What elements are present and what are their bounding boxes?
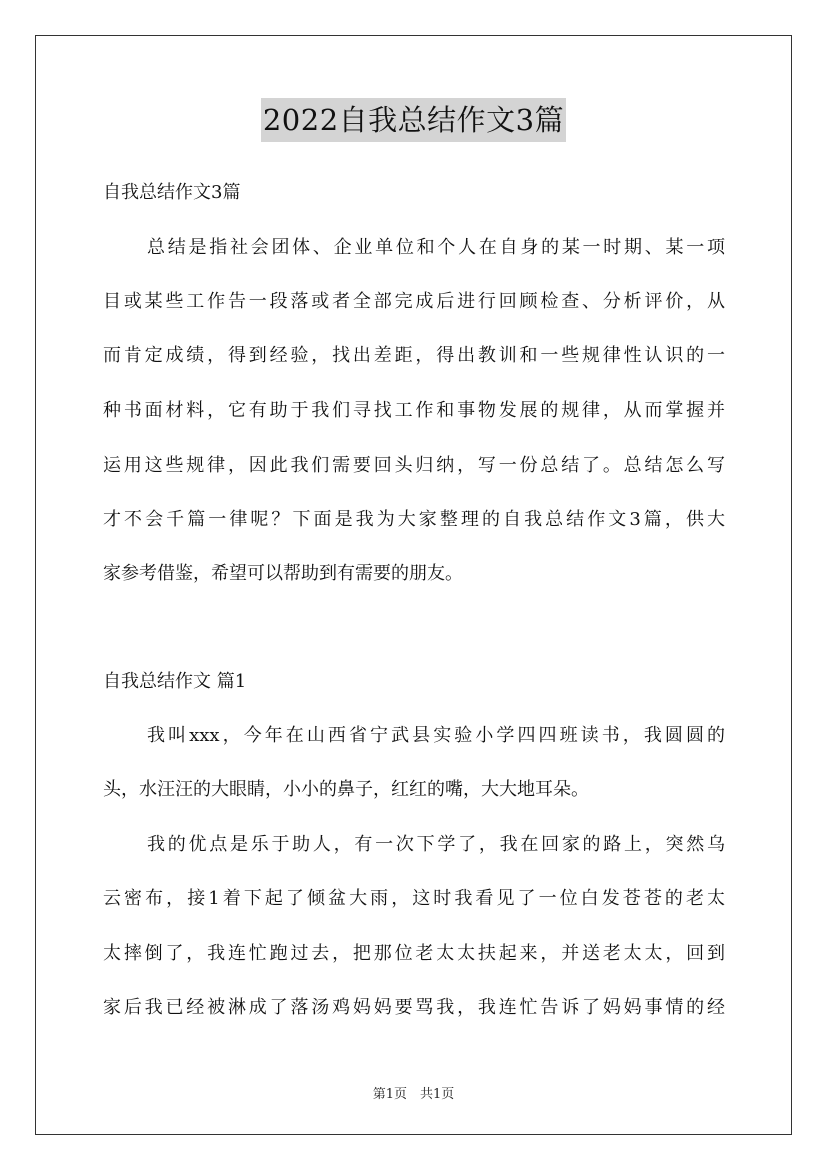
paragraph-line: 太摔倒了，我连忙跑过去，把那位老太太扶起来，并送老太太，回到: [103, 943, 725, 964]
paragraph-line: 而肯定成绩，得到经验，找出差距，得出教训和一些规律性认识的一: [103, 345, 725, 366]
section-heading: 自我总结作文 篇1: [103, 671, 247, 692]
paragraph-line: 运用这些规律，因此我们需要回头归纳，写一份总结了。总结怎么写: [103, 455, 725, 476]
paragraph-line: 我叫xxx，今年在山西省宁武县实验小学四四班读书，我圆圆的: [147, 725, 725, 746]
paragraph-line: 才不会千篇一律呢？下面是我为大家整理的自我总结作文3篇，供大: [103, 509, 725, 530]
document-title: 2022自我总结作文3篇: [261, 98, 566, 142]
page-footer: [0, 1083, 827, 1102]
paragraph-line: 家后我已经被淋成了落汤鸡妈妈要骂我，我连忙告诉了妈妈事情的经: [103, 997, 725, 1018]
intro-heading: 自我总结作文3篇: [103, 182, 241, 203]
paragraph-line: 总结是指社会团体、企业单位和个人在自身的某一时期、某一项: [147, 237, 725, 258]
paragraph-line: 家参考借鉴，希望可以帮助到有需要的朋友。: [103, 563, 463, 584]
paragraph-line: 种书面材料，它有助于我们寻找工作和事物发展的规律，从而掌握并: [103, 400, 725, 421]
paragraph-line: 目或某些工作告一段落或者全部完成后进行回顾检查、分析评价，从: [103, 291, 725, 312]
paragraph-line: 头，水汪汪的大眼睛，小小的鼻子，红红的嘴，大大地耳朵。: [103, 779, 589, 800]
paragraph-line: 云密布，接1着下起了倾盆大雨，这时我看见了一位白发苍苍的老太: [103, 888, 725, 909]
page-number: 第1页 共1页: [372, 1087, 455, 1102]
paragraph-line: 我的优点是乐于助人，有一次下学了，我在回家的路上，突然乌: [147, 834, 725, 855]
title-container: [0, 98, 827, 142]
